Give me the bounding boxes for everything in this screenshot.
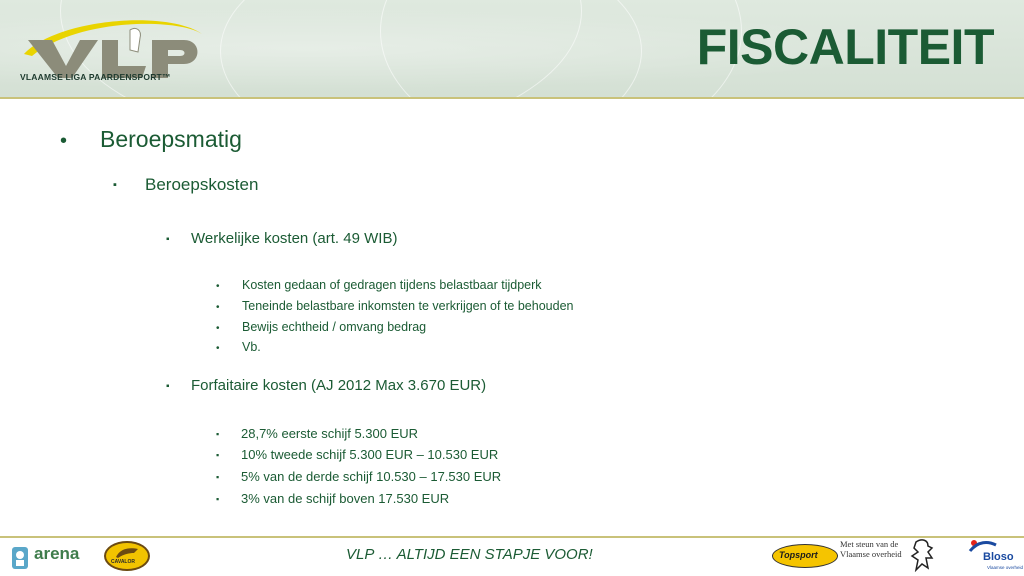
list-item [216,469,501,484]
list-item-text: 3% van de schijf boven 17.530 EUR [241,491,450,506]
list-item-text: 10% tweede schijf 5.300 EUR – 10.530 EUR [241,447,499,462]
bullet-square-icon: ▪ [216,472,220,482]
list-item [216,320,426,334]
list-item [216,299,573,313]
horse-icon [114,545,140,559]
bullet-dot-icon: • [216,281,220,292]
footer-divider [0,536,1024,538]
topsport-text: Topsport [779,550,818,560]
arena-text: arena [34,544,80,563]
arena-icon [10,545,30,571]
slide-content [0,100,1024,540]
bullet-dot-icon: • [60,130,68,152]
cavalor-text: CAVALOR [111,559,135,565]
bullet-text: Beroepsmatig [100,126,242,152]
horse-head-icon [130,28,140,52]
bullet-text: Werkelijke kosten (art. 49 WIB) [191,230,398,247]
steun-line2: Vlaamse overheid [840,549,902,559]
list-item [216,447,498,462]
list-item [216,491,449,506]
flemish-lion-icon [908,538,938,572]
arena-logo [10,543,92,571]
slide-header [0,0,1024,99]
bullet-text: Forfaitaire kosten (AJ 2012 Max 3.670 EUR) [191,377,487,394]
bullet-square-icon: ▪ [216,450,220,460]
page-title: FISCALITEIT [696,19,994,75]
background-swirl [380,0,742,99]
bullet-dot-icon: • [216,323,220,334]
bullet-square-icon: ▪ [216,429,220,439]
bullet-dot-icon: • [216,343,220,354]
bullet-level2 [113,175,258,195]
bullet-square-icon: ▪ [166,234,170,245]
list-item-text: Vb. [242,340,261,354]
list-item [216,426,418,441]
list-item-text: Teneinde belastbare inkomsten te verkrijgen of te behouden [242,299,574,313]
list-item-text: 28,7% eerste schijf 5.300 EUR [241,426,419,441]
steun-line1: Met steun van de [840,539,899,549]
bullet-square-icon: ▪ [216,494,220,504]
logo-subtitle: VLAAMSE LIGA PAARDENSPORT™ [20,72,171,82]
bullet-dot-icon: • [216,302,220,313]
topsport-logo [772,544,838,568]
list-item-text: 5% van de derde schijf 10.530 – 17.530 EUR [241,469,502,484]
bullet-text: Beroepskosten [145,175,259,194]
footer-slogan: VLP … ALTIJD EEN STAPJE VOOR! [346,546,593,563]
list-item-text: Kosten gedaan of gedragen tijdens belastbaar tijdperk [242,278,542,292]
cavalor-logo [104,541,150,571]
slide-footer [0,536,1024,576]
bullet-square-icon: ▪ [113,179,117,191]
bloso-subtext: Vlaamse overheid [987,565,1024,570]
bullet-level3-werkelijk [166,230,397,247]
bullet-level3-forfaitair [166,377,486,394]
steun-text [840,539,902,559]
list-item [216,340,261,354]
list-item [216,278,542,292]
bullet-level1 [60,126,242,153]
list-item-text: Bewijs echtheid / omvang bedrag [242,320,427,334]
bloso-text: Bloso [983,551,1014,563]
bullet-square-icon: ▪ [166,381,170,392]
